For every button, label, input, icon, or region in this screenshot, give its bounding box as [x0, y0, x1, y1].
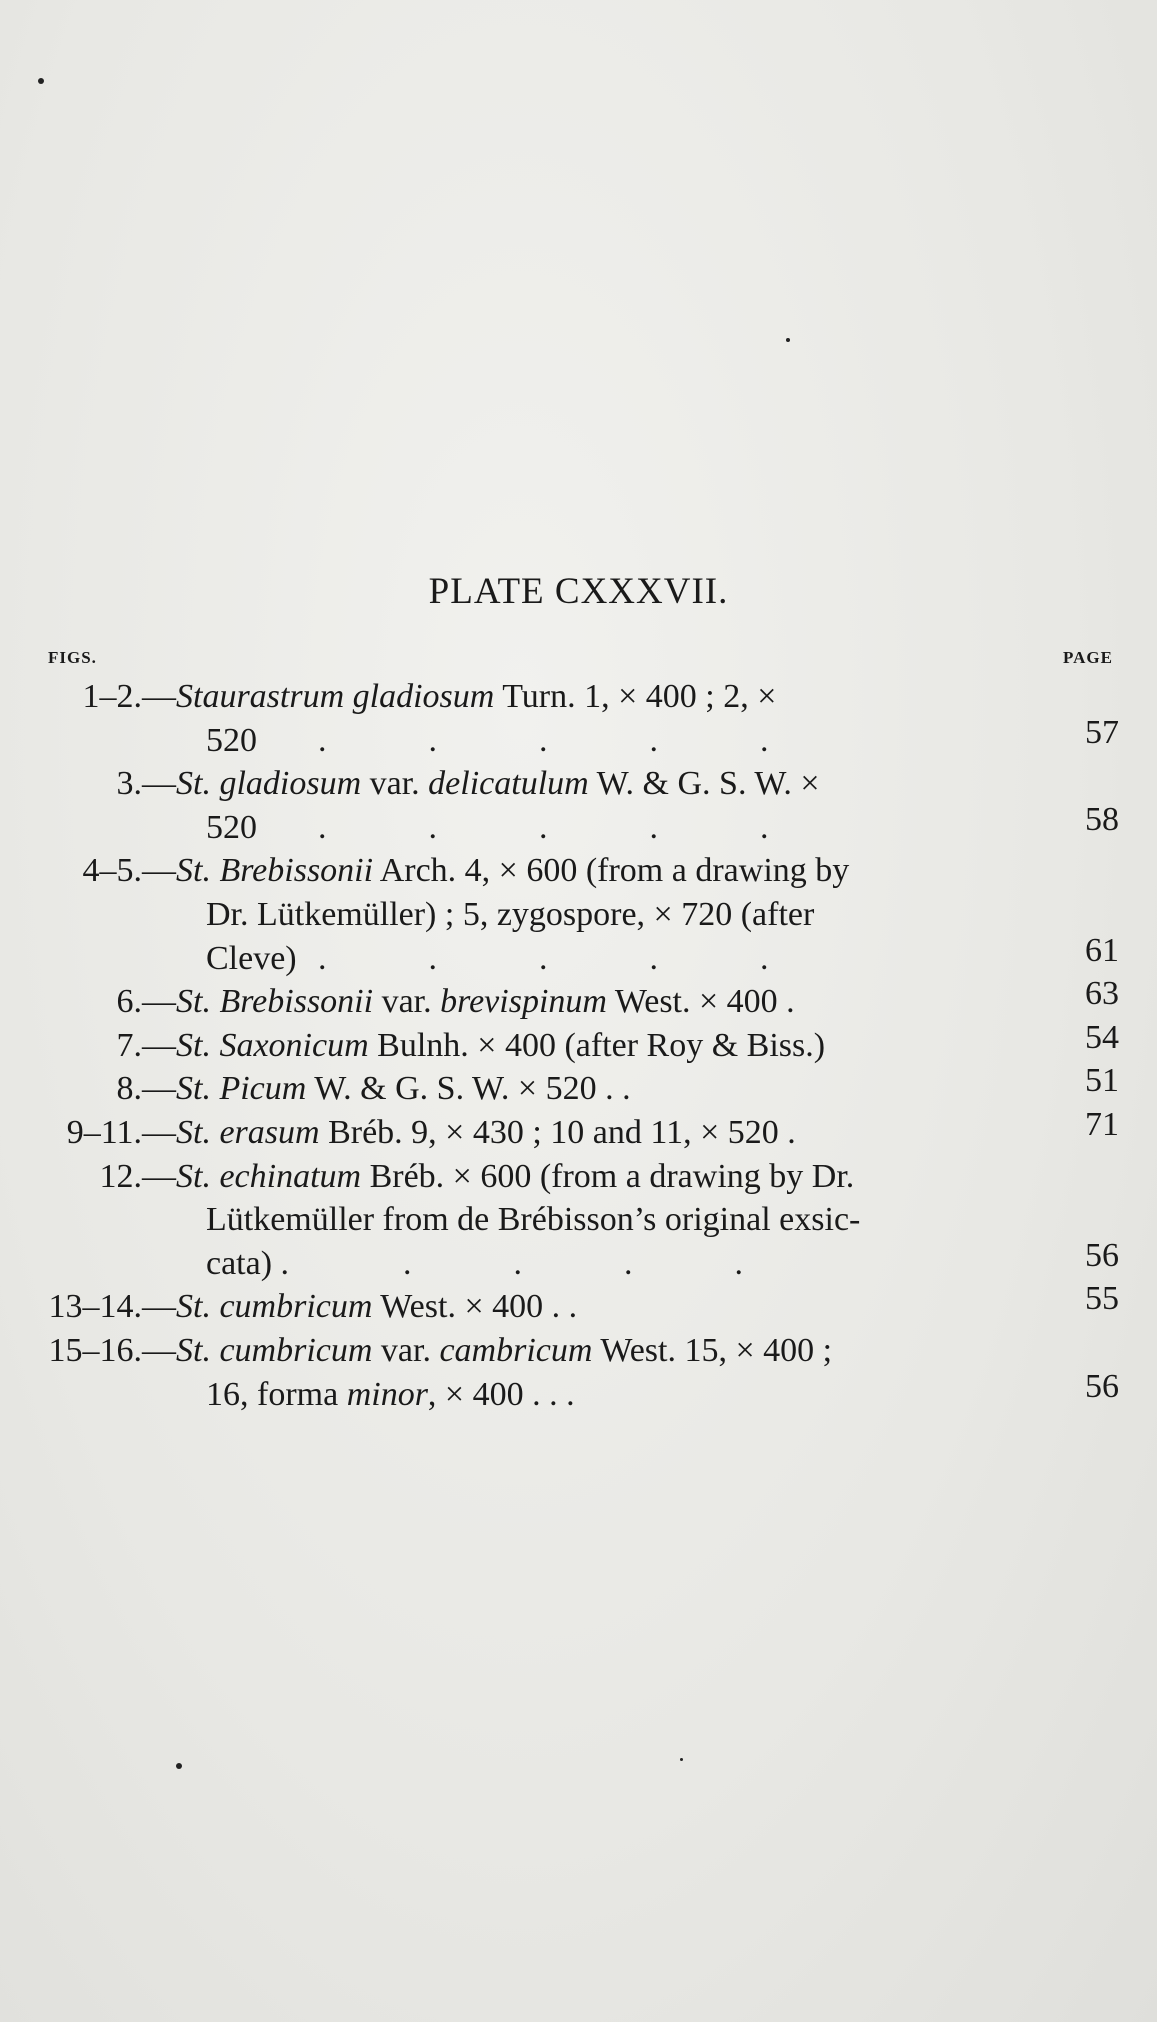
ink-speck — [38, 78, 44, 84]
taxon-name: delicatulum — [428, 765, 589, 803]
leader-dots: . . . . — [318, 1244, 743, 1282]
text-run: 520 — [206, 721, 257, 759]
taxon-name: St. cumbricum — [176, 1288, 373, 1326]
taxon-name: St. erasum — [176, 1114, 320, 1151]
text-run: West. × 400 . — [606, 983, 795, 1021]
text-run: Turn. 1, × 400 ; 2, × — [494, 678, 777, 715]
text-run: West. 15, × 400 ; — [592, 1332, 833, 1369]
figure-number: 1–2.— — [82, 678, 176, 715]
entry-text — [206, 1242, 289, 1286]
text-run: W. & G. S. W. × 520 . . — [306, 1070, 631, 1108]
page-number: 54 — [1085, 1018, 1119, 1056]
figure-number: 8.— — [116, 1070, 176, 1108]
page-number: 51 — [1085, 1062, 1119, 1100]
figure-number: 9–11.— — [66, 1114, 176, 1151]
figure-number: 7.— — [116, 1026, 176, 1064]
figure-number: 15–16.— — [48, 1332, 176, 1369]
leader-dots: . . . . . — [318, 808, 769, 846]
entry-text — [176, 980, 795, 1024]
ink-speck — [680, 1758, 683, 1761]
entry-text — [176, 1111, 796, 1155]
taxon-name: St. Brebissonii — [176, 852, 374, 890]
taxon-name: St. Saxonicum — [176, 1026, 369, 1064]
entry-text — [176, 1155, 854, 1199]
text-run: 16, forma — [206, 1375, 347, 1413]
ink-speck — [176, 1763, 182, 1769]
entry-text — [176, 1067, 631, 1111]
plate-title: PLATE CXXXVII. — [428, 571, 729, 612]
page-number: 63 — [1085, 975, 1119, 1013]
text-run: var. — [373, 983, 441, 1021]
text-run: Arch. 4, × 600 (from a drawing by — [373, 852, 850, 890]
taxon-name: St. gladiosum — [176, 765, 362, 803]
figure-number: 13–14.— — [48, 1288, 176, 1326]
entry-text — [176, 849, 849, 893]
entry-text — [176, 762, 820, 806]
entry-text — [176, 1329, 832, 1373]
text-run: Bulnh. × 400 (after Roy & Biss.) — [368, 1026, 826, 1064]
text-run: Lütkemüller from de Brébisson’s original exsic- — [206, 1201, 861, 1239]
text-run: , × 400 . . . — [427, 1375, 575, 1413]
entry-text — [206, 937, 297, 981]
text-run: West. × 400 . . — [372, 1288, 578, 1326]
text-run: cata) . — [206, 1244, 290, 1282]
text-run: W. & G. S. W. × — [588, 765, 820, 803]
taxon-name: St. echinatum — [176, 1157, 362, 1195]
taxon-name: St. cumbricum — [176, 1332, 373, 1369]
figure-number: 4–5.— — [82, 852, 176, 890]
entry-text — [206, 719, 257, 763]
text-run: Bréb. 9, × 430 ; 10 and 11, × 520 . — [319, 1114, 796, 1151]
page-number: 57 — [1085, 713, 1119, 751]
leader-dots: . . . . . — [318, 721, 769, 759]
text-run: Cleve) — [206, 939, 297, 977]
entry-text — [206, 806, 257, 850]
taxon-name: brevispinum — [440, 983, 607, 1021]
page-number: 56 — [1085, 1236, 1119, 1274]
page-number: 61 — [1085, 931, 1119, 969]
taxon-name: Staurastrum gladiosum — [176, 678, 495, 715]
page-column-header: PAGE — [1063, 648, 1113, 667]
figure-number: 6.— — [116, 983, 176, 1021]
entry-text — [176, 675, 776, 719]
ink-speck — [786, 338, 790, 342]
text-run: Bréb. × 600 (from a drawing by Dr. — [361, 1157, 855, 1195]
text-run: var. — [372, 1332, 440, 1369]
leader-dots: . . . . . — [318, 939, 769, 977]
page-number: 58 — [1085, 800, 1119, 838]
text-run: Dr. Lütkemüller) ; 5, zygospore, × 720 (after — [206, 896, 815, 933]
figs-column-header: FIGS. — [48, 648, 97, 667]
page-number: 71 — [1085, 1106, 1119, 1143]
entry-text — [176, 1024, 825, 1068]
taxon-name: minor — [346, 1375, 428, 1413]
taxon-name: St. Brebissonii — [176, 983, 374, 1021]
text-run: var. — [361, 765, 429, 803]
figure-number: 12.— — [99, 1157, 176, 1195]
entry-text — [206, 1373, 575, 1417]
entry-text — [206, 1198, 860, 1242]
text-run: 520 — [206, 808, 257, 846]
page-number: 56 — [1085, 1367, 1119, 1405]
figure-number: 3.— — [116, 765, 176, 803]
entry-text — [176, 1285, 577, 1329]
taxon-name: St. Picum — [176, 1070, 307, 1108]
page-number: 55 — [1085, 1280, 1119, 1318]
entry-text — [206, 893, 814, 937]
taxon-name: cambricum — [439, 1332, 593, 1369]
